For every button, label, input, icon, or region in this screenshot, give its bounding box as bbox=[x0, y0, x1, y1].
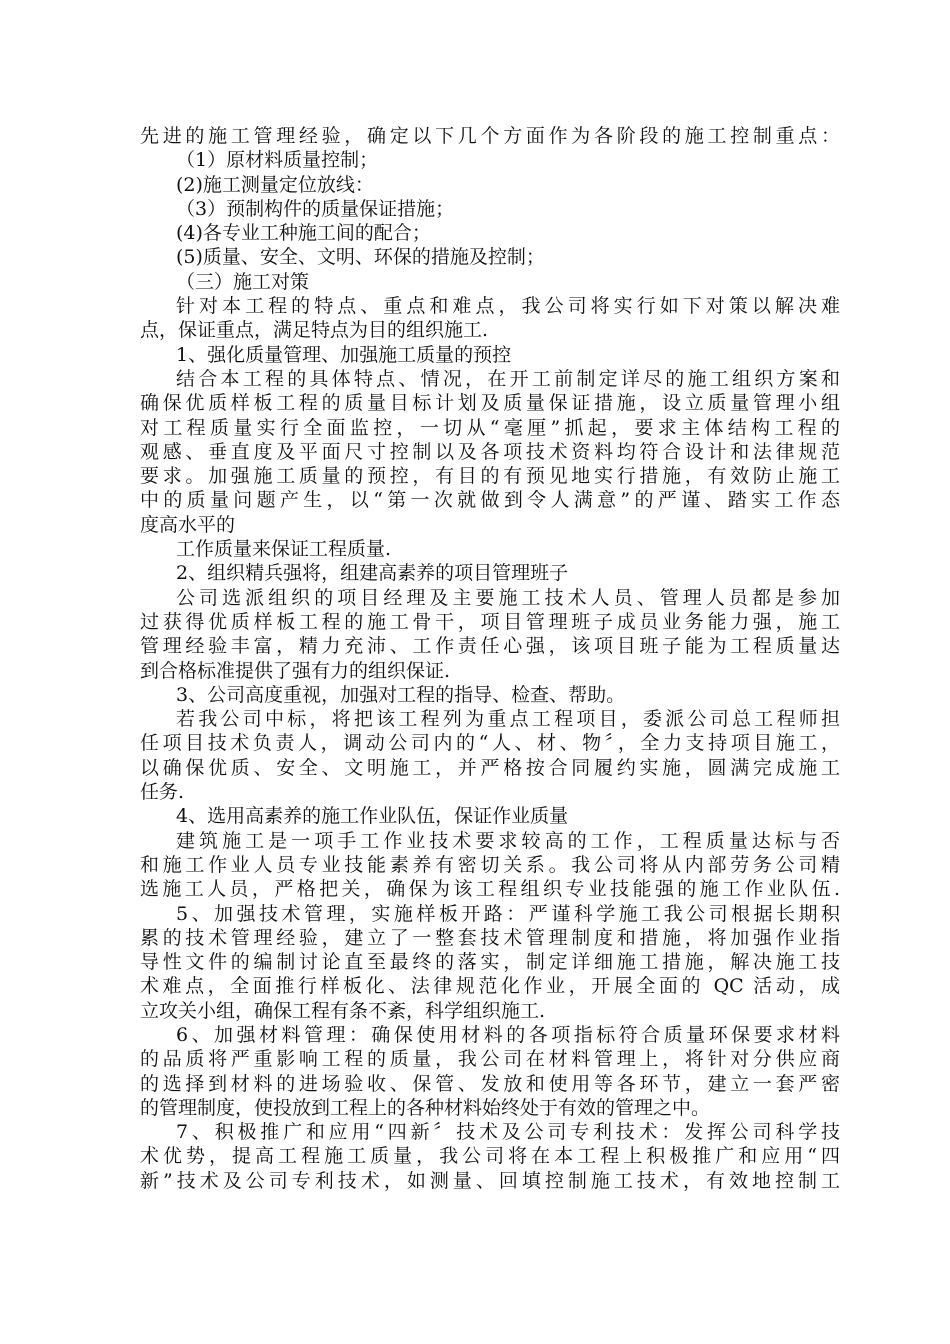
text-line: 到合格标准提供了强有力的组织保证. bbox=[140, 659, 451, 682]
text-line: 观感、垂直度及平面尺寸控制以及各项技术资料均符合设计和法律规范 bbox=[140, 440, 840, 463]
text-line: 度高水平的 bbox=[140, 513, 236, 536]
text-line: 和施工作业人员专业技能素养有密切关系。我公司将从内部劳务公司精 bbox=[140, 853, 840, 876]
text-line: 针对本工程的特点、重点和难点，我公司将实行如下对策以解决难 bbox=[176, 295, 840, 318]
text-line: 任务. bbox=[140, 781, 185, 804]
text-line: 7、积极推广和应用“四新〞技术及公司专利技术：发挥公司科学技 bbox=[176, 1121, 840, 1144]
text-line: 工作质量来保证工程质量. bbox=[176, 538, 392, 561]
text-line: 4、选用高素养的施工作业队伍，保证作业质量 bbox=[176, 805, 569, 828]
text-line: 公司选派组织的项目经理及主要施工技术人员、管理人员都是参加 bbox=[176, 586, 840, 609]
text-line: 先进的施工管理经验，确定以下几个方面作为各阶段的施工控制重点： bbox=[140, 125, 840, 147]
text-line: (5)质量、安全、文明、环保的措施及控制； bbox=[176, 246, 545, 269]
text-line: （三）施工对策 bbox=[176, 270, 310, 293]
text-line: 新”技术及公司专利技术，如测量、回填控制施工技术，有效地控制工 bbox=[140, 1169, 840, 1192]
text-line: 以确保优质、安全、文明施工，并严格按合同履约实施，圆满完成施工 bbox=[140, 756, 840, 779]
text-line: 5、加强技术管理，实施样板开路：严谨科学施工我公司根据长期积 bbox=[176, 902, 840, 925]
document-page bbox=[140, 124, 840, 1193]
text-line: 若我公司中标，将把该工程列为重点工程项目，委派公司总工程师担 bbox=[176, 708, 840, 731]
text-line: 要求。加强施工质量的预控，有目的有预见地实行措施，有效防止施工 bbox=[140, 465, 840, 488]
text-line: 任项目技术负责人，调动公司内的“人、材、物〞，全力支持项目施工， bbox=[140, 732, 840, 755]
text-line: 建筑施工是一项手工作业技术要求较高的工作，工程质量达标与否 bbox=[176, 829, 840, 852]
text-line: 3、公司高度重视，加强对工程的指导、检查、帮助。 bbox=[176, 683, 626, 706]
text-line: 1、强化质量管理、加强施工质量的预控 bbox=[176, 343, 512, 366]
text-line: 确保优质样板工程的质量目标计划及质量保证措施，设立质量管理小组 bbox=[140, 392, 840, 415]
text-line: 过获得优质样板工程的施工骨干，项目管理班子成员业务能力强，施工 bbox=[140, 610, 840, 633]
text-line: 术难点，全面推行样板化、法律规范化作业，开展全面的 QC 活动，成 bbox=[140, 975, 840, 998]
text-line: 导性文件的编制讨论直至最终的落实，制定详细施工措施，解决施工技 bbox=[140, 951, 840, 974]
text-line: 对工程质量实行全面监控，一切从“毫厘”抓起，要求主体结构工程的 bbox=[140, 416, 840, 439]
text-line: 中的质量问题产生，以“第一次就做到令人满意”的严谨、踏实工作态 bbox=[140, 489, 840, 512]
text-line: 选施工人员，严格把关，确保为该工程组织专业技能强的施工作业队伍. bbox=[140, 878, 840, 901]
text-line: 立攻关小组，确保工程有条不紊，科学组织施工. bbox=[140, 999, 546, 1022]
text-line: 点，保证重点，满足特点为目的组织施工. bbox=[140, 319, 489, 342]
text-line: （3）预制构件的质量保证措施； bbox=[176, 197, 455, 220]
text-line: 管理经验丰富，精力充沛、工作责任心强，该项目班子能为工程质量达 bbox=[140, 635, 840, 658]
text-line: 的品质将严重影响工程的质量，我公司在材料管理上，将针对分供应商 bbox=[140, 1048, 840, 1071]
text-line: 累的技术管理经验，建立了一整套技术管理制度和措施，将加强作业指 bbox=[140, 926, 840, 949]
text-line: 6、加强材料管理：确保使用材料的各项指标符合质量环保要求材料 bbox=[176, 1023, 840, 1046]
text-line: 结合本工程的具体特点、情况，在开工前制定详尽的施工组织方案和 bbox=[176, 367, 840, 390]
text-line: 的管理制度，使投放到工程上的各种材料始终处于有效的管理之中。 bbox=[140, 1096, 711, 1119]
text-line: 2、组织精兵强将，组建高素养的项目管理班子 bbox=[176, 562, 569, 585]
text-line: 的选择到材料的进场验收、保管、发放和使用等各环节，建立一套严密 bbox=[140, 1072, 840, 1095]
text-line: (4)各专业工种施工间的配合； bbox=[176, 222, 431, 245]
text-line: (2)施工测量定位放线： bbox=[176, 173, 374, 196]
text-line: 术优势，提高工程施工质量，我公司将在本工程上积极推广和应用“四 bbox=[140, 1145, 840, 1168]
text-line: （1）原材料质量控制； bbox=[176, 149, 379, 172]
